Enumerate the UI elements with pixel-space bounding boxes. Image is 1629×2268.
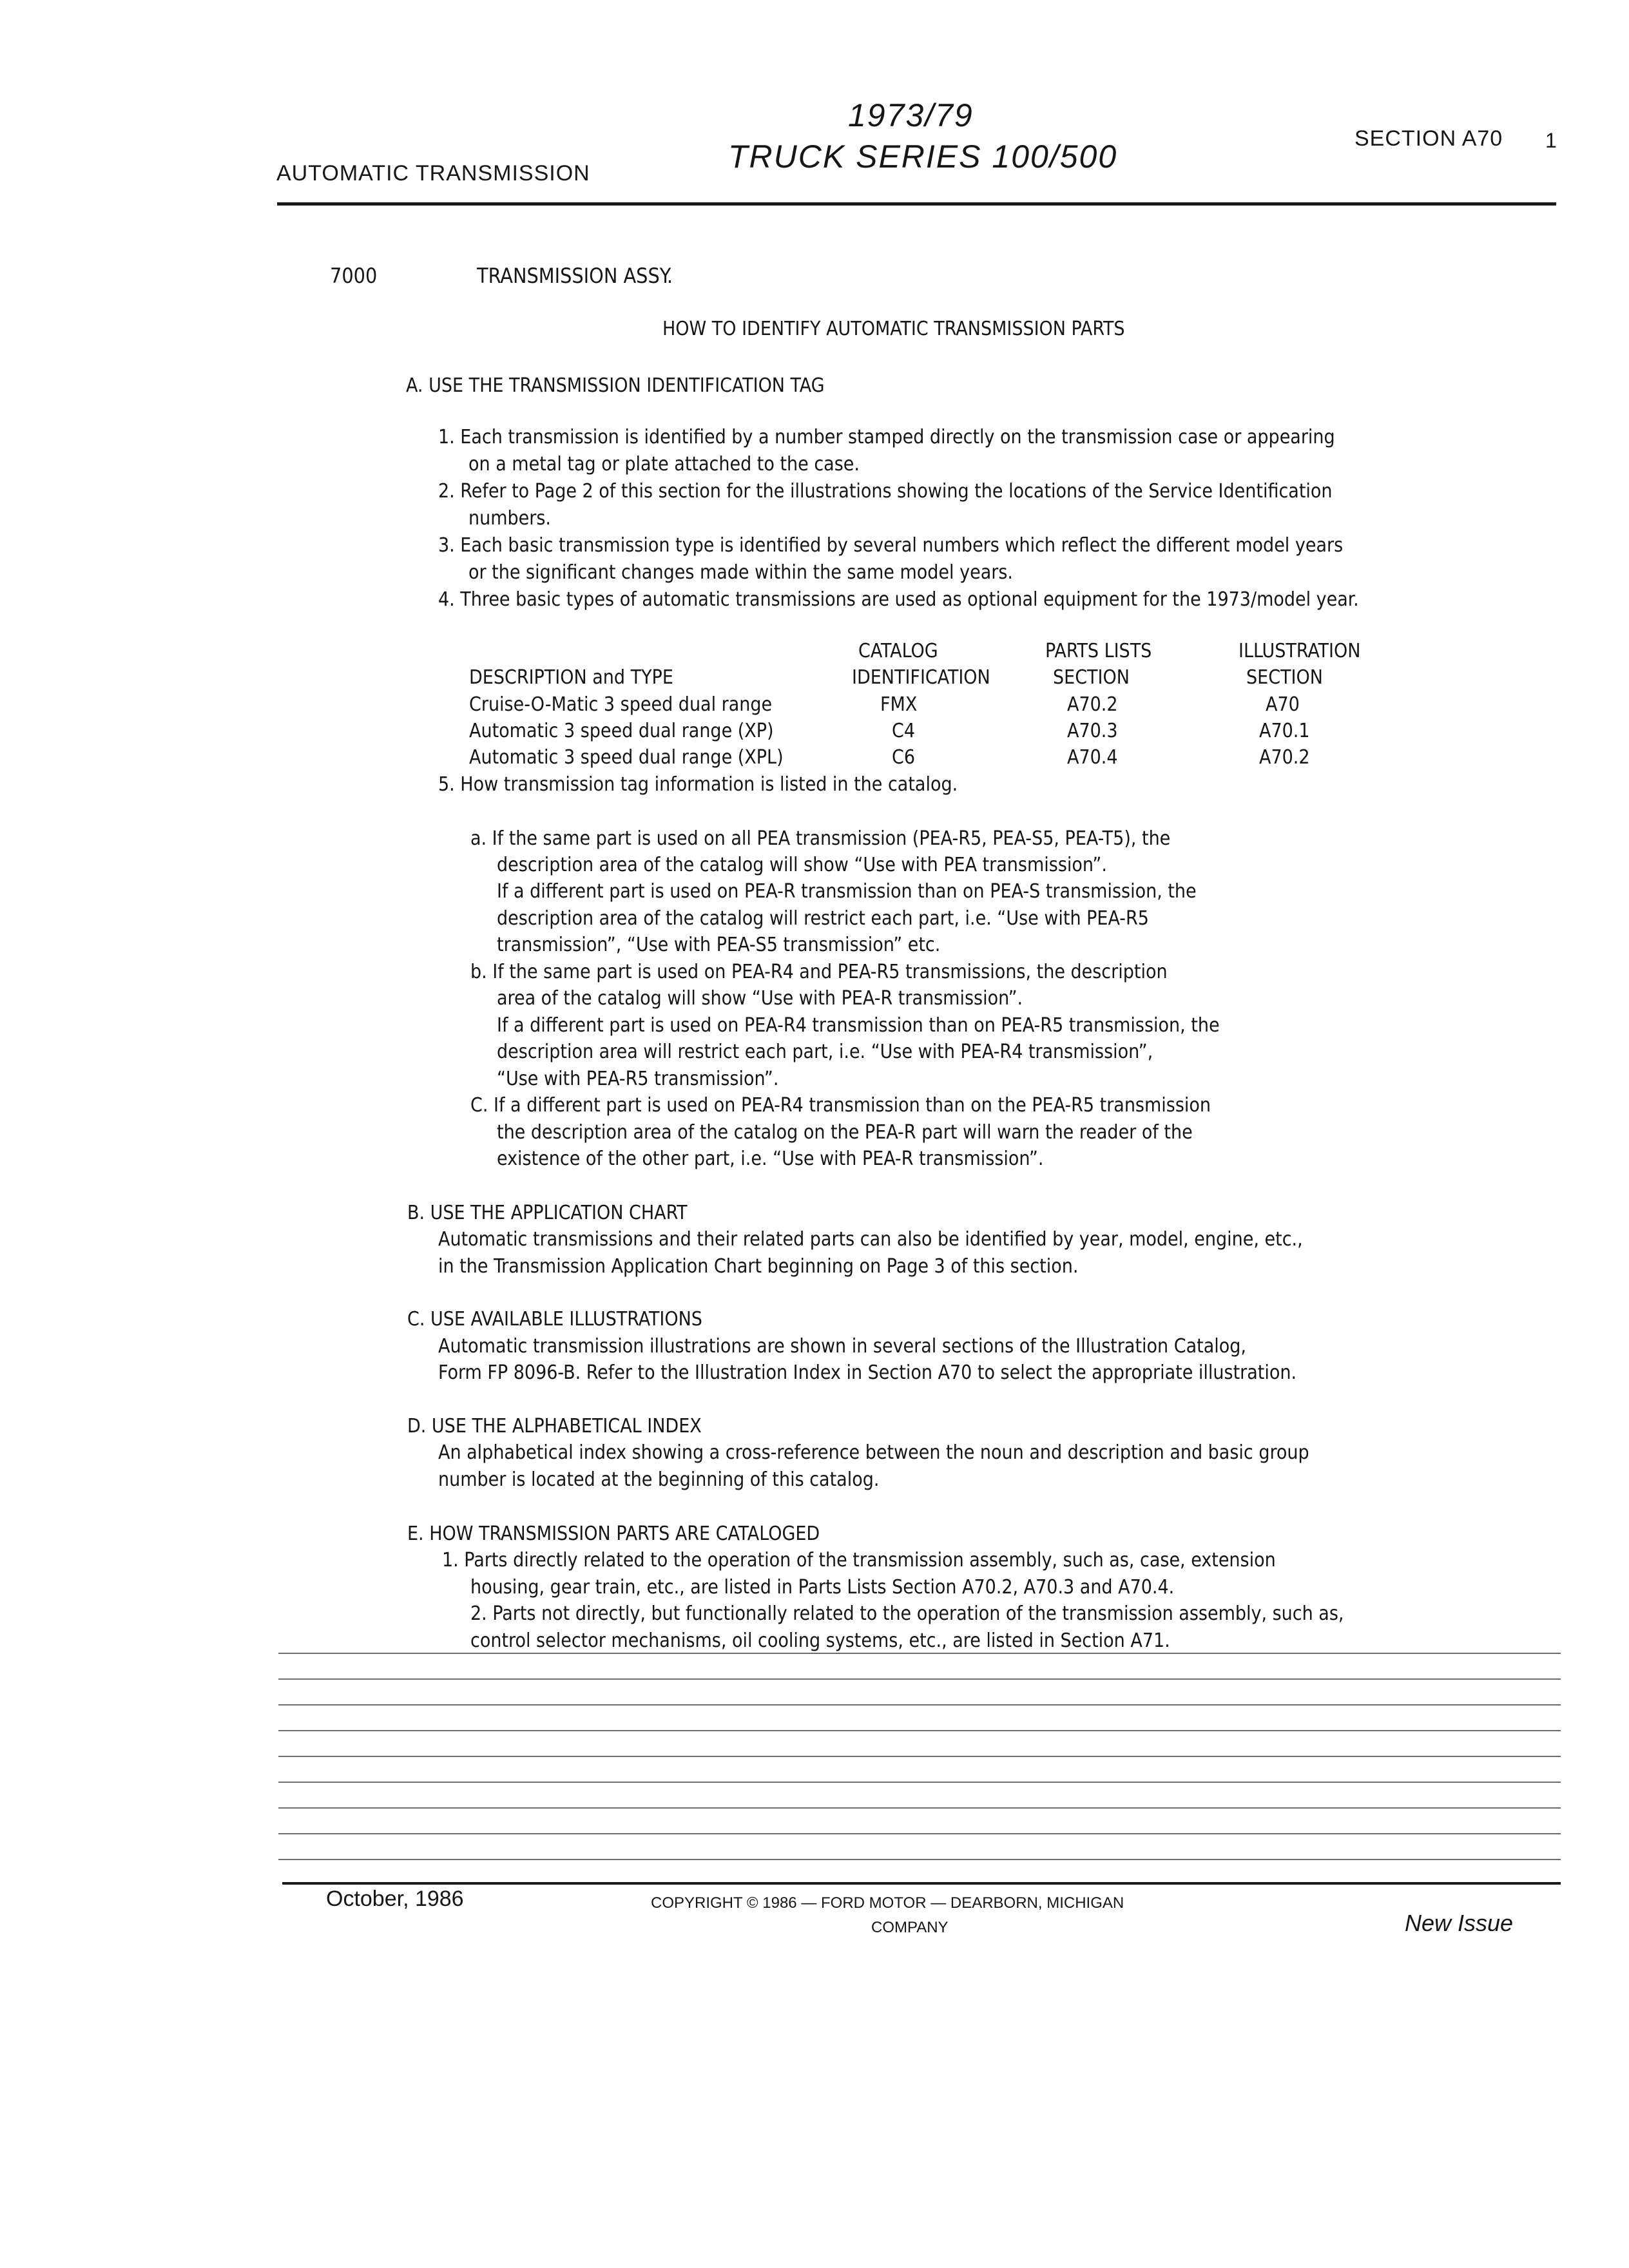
table-cell-catalog-id: C6 [892, 746, 916, 769]
section-a-item-line: 1. Each transmission is identified by a number stamped directly on the transmission case or appearing [438, 426, 1335, 448]
sub-item-line: If a different part is used on PEA-R transmission than on PEA-S transmission, the [497, 880, 1197, 903]
table-cell-parts-section: A70.4 [1067, 746, 1118, 769]
section-d-line: An alphabetical index showing a cross-reference between the noun and description and basic group [438, 1441, 1309, 1464]
sub-item-line: transmission”, “Use with PEA-S5 transmission” etc. [497, 934, 941, 956]
section-a-item-line: 2. Refer to Page 2 of this section for the illustrations showing the locations of the Service Identification [438, 480, 1333, 503]
table-cell-illus-section: A70 [1266, 693, 1300, 716]
section-a-title: A. USE THE TRANSMISSION IDENTIFICATION TAG [406, 374, 825, 397]
ruled-line [278, 1807, 1561, 1809]
table-cell-catalog-id: FMX [880, 693, 918, 716]
section-d-title: D. USE THE ALPHABETICAL INDEX [407, 1415, 702, 1437]
ruled-line [278, 1782, 1561, 1783]
table-header-parts-section: SECTION [1053, 666, 1130, 689]
ruled-line [278, 1653, 1561, 1654]
section-d-line: number is located at the beginning of this catalog. [438, 1468, 880, 1491]
header-years: 1973/79 [848, 97, 974, 133]
section-c-title: C. USE AVAILABLE ILLUSTRATIONS [407, 1308, 702, 1331]
table-header-parts-lists: PARTS LISTS [1045, 640, 1152, 662]
section-a-item-5: 5. How transmission tag information is listed in the catalog. [438, 773, 958, 796]
section-e-line: housing, gear train, etc., are listed in Parts Lists Section A70.2, A70.3 and A70.4. [470, 1576, 1175, 1599]
ruled-line [278, 1730, 1561, 1731]
section-e-line: 2. Parts not directly, but functionally related to the operation of the transmission assembly, such as, [470, 1602, 1344, 1625]
table-cell-description: Cruise-O-Matic 3 speed dual range [469, 693, 773, 716]
footer-date: October, 1986 [326, 1887, 464, 1911]
section-e-title: E. HOW TRANSMISSION PARTS ARE CATALOGED [407, 1523, 820, 1545]
table-cell-illus-section: A70.1 [1259, 720, 1310, 742]
ruled-line [278, 1704, 1561, 1706]
footer-rule [282, 1882, 1561, 1885]
table-header-illus-section: SECTION [1246, 666, 1323, 689]
sub-item-line: b. If the same part is used on PEA-R4 and PEA-R5 transmissions, the description [470, 961, 1168, 983]
section-e-line: control selector mechanisms, oil cooling systems, etc., are listed in Section A71. [470, 1629, 1170, 1652]
footer-copyright: COPYRIGHT © 1986 — FORD MOTOR — DEARBORN, MICHIGAN [651, 1894, 1124, 1912]
footer-copyright-company: COMPANY [871, 1919, 949, 1936]
sub-item-line: C. If a different part is used on PEA-R4 transmission than on the PEA-R5 transmission [470, 1094, 1211, 1117]
table-header-illustration: ILLUSTRATION [1239, 640, 1361, 662]
group-number: 7000 [330, 264, 378, 288]
section-c-line: Form FP 8096-B. Refer to the Illustration Index in Section A70 to select the appropriate illustration. [438, 1361, 1297, 1384]
section-b-line: Automatic transmissions and their related parts can also be identified by year, model, engine, etc., [438, 1228, 1303, 1251]
group-name: TRANSMISSION ASSY. [477, 264, 673, 288]
table-cell-parts-section: A70.3 [1067, 720, 1118, 742]
sub-item-line: description area of the catalog will restrict each part, i.e. “Use with PEA-R5 [497, 907, 1149, 930]
header-title: AUTOMATIC TRANSMISSION [276, 161, 590, 186]
sub-item-line: If a different part is used on PEA-R4 transmission than on PEA-R5 transmission, the [497, 1014, 1220, 1037]
table-cell-description: Automatic 3 speed dual range (XPL) [469, 746, 784, 769]
sub-item-line: a. If the same part is used on all PEA transmission (PEA-R5, PEA-S5, PEA-T5), the [470, 827, 1171, 850]
header-section: SECTION A70 [1354, 126, 1503, 151]
table-header-description: DESCRIPTION and TYPE [469, 666, 673, 689]
sub-item-line: the description area of the catalog on the PEA-R part will warn the reader of the [497, 1121, 1193, 1144]
ruled-line [278, 1859, 1561, 1860]
header-series: TRUCK SERIES 100/500 [728, 139, 1118, 175]
table-cell-illus-section: A70.2 [1259, 746, 1310, 769]
footer-status: New Issue [1405, 1910, 1514, 1936]
table-cell-catalog-id: C4 [892, 720, 916, 742]
header-rule [277, 202, 1556, 206]
table-cell-parts-section: A70.2 [1067, 693, 1118, 716]
section-a-item-line: or the significant changes made within the same model years. [468, 561, 1013, 584]
section-b-title: B. USE THE APPLICATION CHART [407, 1202, 688, 1224]
ruled-line [278, 1756, 1561, 1757]
section-a-item-line: numbers. [468, 507, 551, 530]
page-heading: HOW TO IDENTIFY AUTOMATIC TRANSMISSION PARTS [662, 318, 1125, 340]
sub-item-line: “Use with PEA-R5 transmission”. [497, 1068, 779, 1090]
section-a-item-line: 3. Each basic transmission type is identified by several numbers which reflect the different model years [438, 534, 1344, 557]
table-header-identification: IDENTIFICATION [852, 666, 990, 689]
header-page-number: 1 [1545, 129, 1557, 152]
section-e-line: 1. Parts directly related to the operation of the transmission assembly, such as, case, extension [442, 1549, 1276, 1571]
ruled-line [278, 1678, 1561, 1680]
table-header-catalog: CATALOG [858, 640, 938, 662]
table-cell-description: Automatic 3 speed dual range (XP) [469, 720, 774, 742]
section-b-line: in the Transmission Application Chart beginning on Page 3 of this section. [438, 1255, 1079, 1278]
section-a-item-line: 4. Three basic types of automatic transmissions are used as optional equipment for the 1973/model year. [438, 588, 1359, 611]
ruled-line [278, 1833, 1561, 1834]
section-c-line: Automatic transmission illustrations are shown in several sections of the Illustration Catalog, [438, 1335, 1246, 1358]
sub-item-line: area of the catalog will show “Use with PEA-R transmission”. [497, 987, 1023, 1010]
sub-item-line: existence of the other part, i.e. “Use with PEA-R transmission”. [497, 1148, 1044, 1170]
sub-item-line: description area of the catalog will show “Use with PEA transmission”. [497, 854, 1107, 876]
sub-item-line: description area will restrict each part, i.e. “Use with PEA-R4 transmission”, [497, 1041, 1153, 1063]
section-a-item-line: on a metal tag or plate attached to the case. [468, 453, 860, 476]
